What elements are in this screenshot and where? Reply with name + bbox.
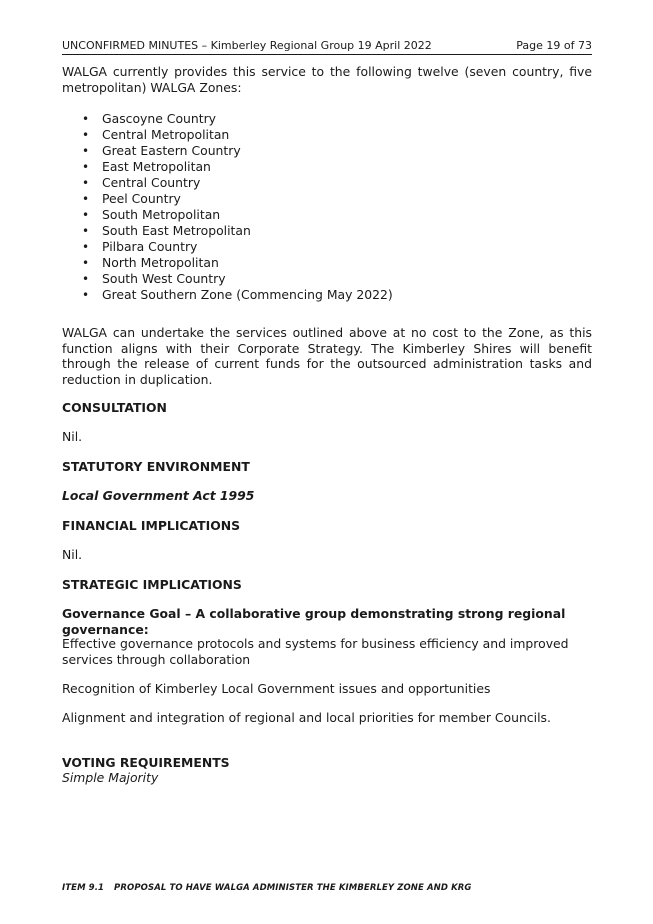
bullet-icon: • bbox=[82, 192, 90, 206]
bullet-icon: • bbox=[82, 144, 90, 158]
intro-paragraph: WALGA currently provides this service to the following twelve (seven country, five metropolitan) WALGA Zones: bbox=[62, 64, 592, 95]
header-title: UNCONFIRMED MINUTES – Kimberley Regional Group 19 April 2022 bbox=[62, 39, 432, 52]
zone-list-item bbox=[62, 143, 592, 159]
services-paragraph: WALGA can undertake the services outlined above at no cost to the Zone, as this function aligns with their Corporate Strategy. The Kimberley Shires will benefit through the release of current funds for the outsourced administration tasks and reduction in duplication. bbox=[62, 325, 592, 387]
zone-name: South Metropolitan bbox=[102, 207, 221, 222]
zone-list-item bbox=[62, 223, 592, 239]
zone-name: South West Country bbox=[102, 271, 226, 286]
zone-name: South East Metropolitan bbox=[102, 223, 251, 238]
zone-list bbox=[62, 111, 592, 303]
zone-name: East Metropolitan bbox=[102, 159, 211, 174]
page-footer bbox=[62, 883, 472, 893]
zone-list-item bbox=[62, 111, 592, 127]
bullet-icon: • bbox=[82, 128, 90, 142]
zone-name: Central Metropolitan bbox=[102, 127, 230, 142]
zone-name: Great Eastern Country bbox=[102, 143, 241, 158]
zone-list-item bbox=[62, 207, 592, 223]
zone-name: Peel Country bbox=[102, 191, 181, 206]
consultation-heading: CONSULTATION bbox=[62, 400, 167, 415]
zone-name: Gascoyne Country bbox=[102, 111, 217, 126]
bullet-icon: • bbox=[82, 288, 90, 302]
zone-list-item bbox=[62, 191, 592, 207]
statutory-text: Local Government Act 1995 bbox=[62, 488, 255, 503]
zone-list-item bbox=[62, 175, 592, 191]
strategic-item: Effective governance protocols and systems for business efficiency and improved services through collaboration bbox=[62, 636, 569, 667]
consultation-text: Nil. bbox=[62, 429, 83, 444]
bullet-icon: • bbox=[82, 160, 90, 174]
strategic-item: Recognition of Kimberley Local Government issues and opportunities bbox=[62, 681, 491, 696]
zone-name: Central Country bbox=[102, 175, 201, 190]
bullet-icon: • bbox=[82, 240, 90, 254]
statutory-heading: STATUTORY ENVIRONMENT bbox=[62, 459, 250, 474]
zone-name: Pilbara Country bbox=[102, 239, 198, 254]
footer-item-number: ITEM 9.1 bbox=[62, 883, 105, 893]
footer-item-title: PROPOSAL TO HAVE WALGA ADMINISTER THE KIMBERLEY ZONE AND KRG bbox=[114, 883, 472, 893]
zone-list-item bbox=[62, 271, 592, 287]
voting-heading: VOTING REQUIREMENTS bbox=[62, 755, 230, 770]
strategic-heading: STRATEGIC IMPLICATIONS bbox=[62, 577, 242, 592]
zone-list-item bbox=[62, 287, 592, 303]
zone-list-item bbox=[62, 127, 592, 143]
zone-list-item bbox=[62, 255, 592, 271]
bullet-icon: • bbox=[82, 176, 90, 190]
financial-heading: FINANCIAL IMPLICATIONS bbox=[62, 518, 241, 533]
zone-name: North Metropolitan bbox=[102, 255, 219, 270]
bullet-icon: • bbox=[82, 256, 90, 270]
page-header bbox=[62, 39, 592, 55]
bullet-icon: • bbox=[82, 208, 90, 222]
financial-text: Nil. bbox=[62, 547, 83, 562]
zone-list-item bbox=[62, 239, 592, 255]
bullet-icon: • bbox=[82, 112, 90, 126]
page-number: Page 19 of 73 bbox=[516, 39, 592, 52]
bullet-icon: • bbox=[82, 272, 90, 286]
zone-name: Great Southern Zone (Commencing May 2022) bbox=[102, 287, 393, 302]
governance-goal: Governance Goal – A collaborative group demonstrating strong regional governance: bbox=[62, 606, 566, 637]
voting-text: Simple Majority bbox=[62, 770, 159, 785]
bullet-icon: • bbox=[82, 224, 90, 238]
strategic-item: Alignment and integration of regional and local priorities for member Councils. bbox=[62, 710, 551, 725]
zone-list-item bbox=[62, 159, 592, 175]
